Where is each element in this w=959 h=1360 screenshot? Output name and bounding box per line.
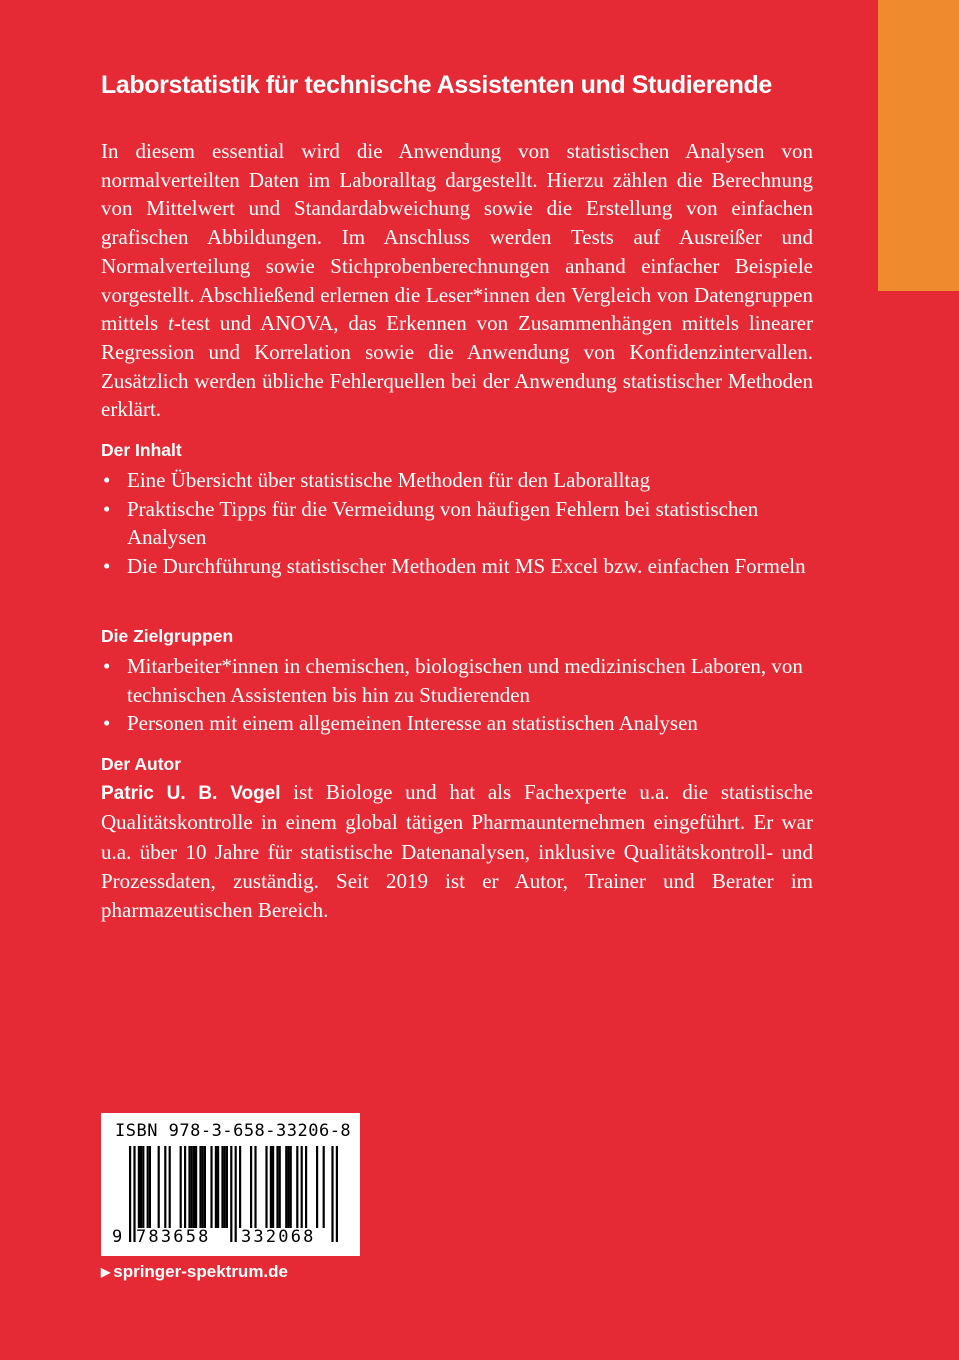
barcode-bar (195, 1146, 197, 1228)
barcode-bar (140, 1146, 142, 1228)
barcode-bar (215, 1146, 217, 1228)
barcode-bar (204, 1146, 206, 1228)
barcode-bar (224, 1146, 226, 1228)
barcode-bar (191, 1146, 193, 1228)
author-name: Patric U. B. Vogel (101, 783, 281, 804)
barcode-bar (276, 1146, 278, 1228)
inhalt-list (101, 466, 813, 580)
barcode-bar (265, 1146, 267, 1228)
list-item: • Die Durchführung statistischer Methoden mit MS Excel bzw. einfachen Formeln (101, 552, 813, 581)
inhalt-heading: Der Inhalt (101, 440, 182, 460)
barcode-bar (138, 1146, 140, 1228)
list-item: • Mitarbeiter*innen in chemischen, biologischen und medizinischen Laboren, von technischen Assistenten bis hin zu Studierenden (103, 654, 803, 707)
arrow-icon: ▶ (101, 1265, 111, 1279)
barcode-bar (188, 1146, 190, 1228)
barcode-bar (254, 1146, 256, 1228)
website-link[interactable] (101, 1262, 288, 1282)
barcode-bar (210, 1146, 212, 1228)
bullet-icon: • (103, 711, 111, 735)
intro-paragraph (101, 137, 813, 424)
barcode-guard-bar (336, 1146, 338, 1242)
bullet-icon: • (103, 553, 111, 578)
barcode-bar (301, 1146, 303, 1228)
barcode-bar (158, 1146, 160, 1228)
barcode-bar (184, 1146, 186, 1228)
bullet-icon: • (103, 468, 111, 492)
barcode-bar (296, 1146, 298, 1228)
barcode-bar (290, 1146, 292, 1228)
list-item: • Praktische Tipps für die Vermeidung von häufigen Fehlern bei statistischen Analysen (103, 496, 759, 549)
barcode-bar (316, 1146, 318, 1228)
intro-text-1: In diesem essential wird die Anwendung von statistischen Analysen von normalverteilten Daten im Laboralltag dargestellt. Hierzu zählen die Berechnung von Mittelwert und Standardabweichung sowie die Erstellung von einfachen grafischen Abbildungen. Im Anschluss werden Tests auf Ausreißer und Normalverteilung sowie Stichprobenberechnungen anhand einfacher Beispiele vorgestellt. Abschließend erlernen die Leser*innen den Vergleich von Datengruppen mittels (101, 139, 813, 336)
barcode-bar (250, 1146, 252, 1228)
barcode-guard-bar (129, 1146, 131, 1242)
barcode-bar (226, 1146, 228, 1228)
barcode-bar (221, 1146, 223, 1228)
barcode-bar (202, 1146, 204, 1228)
list-item: • Eine Übersicht über statistische Methoden für den Laboralltag (101, 466, 813, 495)
barcode-bar (164, 1146, 166, 1228)
barcode-bar (285, 1146, 287, 1228)
intro-text-2: -test und ANOVA, das Erkennen von Zusammenhängen mittels linearer Regression und Korrelation sowie die Anwendung von Konfidenzintervallen. Zusätzlich werden übliche Fehlerquellen bei der Anwendung statistischer Methoden erklärt. (101, 311, 813, 422)
barcode-right-digits: 332068 (241, 1227, 316, 1247)
barcode-bar (142, 1146, 144, 1228)
barcode-left-digits: 783658 (136, 1227, 211, 1247)
barcode-bar (149, 1146, 151, 1228)
bullet-icon: • (103, 654, 111, 678)
barcode-bar (169, 1146, 171, 1228)
barcode-bar (239, 1146, 241, 1228)
book-title: Laborstatistik für technische Assistenten und Studierende (101, 71, 772, 99)
list-item: • Personen mit einem allgemeinen Interesse an statistischen Analysen (101, 709, 813, 738)
bullet-icon: • (103, 496, 111, 521)
barcode-bar (270, 1146, 272, 1228)
barcode-guard-bar (230, 1146, 232, 1242)
barcode-bar (279, 1146, 281, 1228)
orange-tab (878, 0, 959, 291)
barcode-bar (272, 1146, 274, 1228)
zielgruppen-list (101, 652, 813, 738)
author-bio-text: ist Biologe und hat als Fachexperte u.a. die statistische Qualitätskontrolle in einem global tätigen Pharmaunternehmen eingeführt. Er war u.a. über 10 Jahre für statistische Datenanalysen, inklusive Qualitätskontroll- und Prozessdaten, zuständig. Seit 2019 ist er Autor, Trainer und Berater im pharmazeutischen Bereich. (101, 780, 814, 923)
isbn-label: ISBN 978-3-658-33206-8 (115, 1121, 352, 1141)
barcode-bar (147, 1146, 149, 1228)
barcode-bar (199, 1146, 201, 1228)
barcode-first-digit: 9 (112, 1227, 125, 1247)
zielgruppen-heading: Die Zielgruppen (101, 626, 234, 646)
author-bio (101, 778, 813, 925)
barcode-guard-bar (235, 1146, 237, 1242)
autor-heading: Der Autor (101, 754, 182, 774)
barcode-bar (305, 1146, 307, 1228)
barcode-box (101, 1113, 360, 1256)
barcode-bar (193, 1146, 195, 1228)
barcode-bar (180, 1146, 182, 1228)
barcode-bar (217, 1146, 219, 1228)
barcode-bar (287, 1146, 289, 1228)
intro-italic-t: t (168, 311, 174, 336)
barcode-bar (323, 1146, 325, 1228)
website-text: springer-spektrum.de (113, 1262, 288, 1281)
barcode-guard-bar (331, 1146, 333, 1242)
